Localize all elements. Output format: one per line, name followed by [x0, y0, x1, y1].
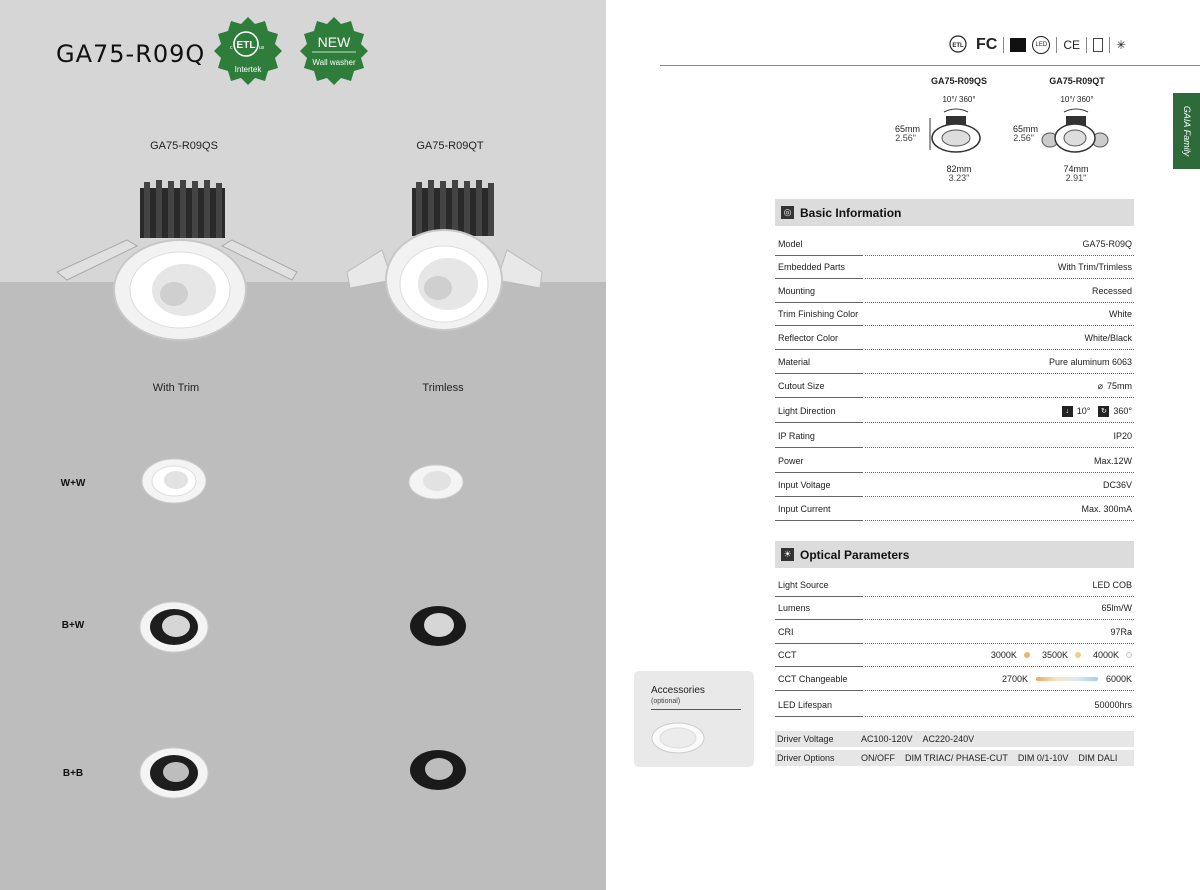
etl-mark: ETL	[236, 40, 256, 51]
info-icon: ◎	[781, 206, 794, 219]
spec-row-mounting: Mounting Recessed	[775, 279, 1134, 303]
spec-row-reflector-color: Reflector Color White/Black	[775, 326, 1134, 350]
etl-c-mark: c	[230, 45, 233, 51]
cct-4000k-swatch	[1126, 652, 1132, 658]
dim-qt-height-mm: 65mm	[1012, 124, 1038, 134]
accessories-subtitle: (optional)	[651, 698, 681, 705]
rotation-angle-icon: ↻	[1098, 406, 1109, 417]
tilt-angle-icon: ↓	[1062, 406, 1073, 417]
optical-parameters-header	[775, 541, 1134, 568]
spec-row-cct-changeable: CCT Changeable 2700K 6000K	[775, 667, 1134, 691]
accessory-trim-ring-image	[650, 721, 706, 755]
cct-gradient-bar	[1036, 677, 1098, 681]
spec-row-input-current: Input Current Max. 300mA	[775, 497, 1134, 521]
spec-row-ip-rating: IP Rating IP20	[775, 424, 1134, 448]
dim-qs-angle: 10°/ 360°	[942, 95, 976, 104]
dim-qs-width-in: 3.23"	[948, 173, 970, 183]
spec-row-light-source: Light Source LED COB	[775, 573, 1134, 597]
spec-row-power: Power Max.12W	[775, 449, 1134, 473]
bb-trimless-thumb	[408, 748, 468, 792]
spec-row-model: Model GA75-R09Q	[775, 232, 1134, 256]
finish-label-ww: W+W	[60, 478, 86, 489]
cutout-icon: ⌀	[1097, 380, 1103, 391]
new-label: NEW	[317, 34, 351, 50]
certifications-bar	[946, 30, 1126, 60]
dim-qs-width-mm: 82mm	[946, 164, 972, 174]
spec-row-input-voltage: Input Voltage DC36V	[775, 473, 1134, 497]
trimless-label: Trimless	[422, 382, 464, 394]
intertek-label: Intertek	[234, 65, 262, 74]
finish-label-bb: B+B	[62, 768, 84, 779]
spec-row-cri: CRI 97Ra	[775, 620, 1134, 644]
ce-icon: CE	[1063, 38, 1080, 52]
spec-row-cutout-size: Cutout Size ⌀ 75mm	[775, 374, 1134, 398]
wall-washer-label: Wall washer	[312, 58, 356, 67]
accessories-divider	[651, 709, 741, 710]
dim-qs-drawing	[928, 106, 984, 156]
dim-qt-height-in: 2.56"	[1013, 133, 1034, 143]
new-wall-washer-badge	[298, 15, 370, 87]
optical-parameters-title: Optical Parameters	[800, 547, 910, 562]
basic-information-header	[775, 199, 1134, 226]
model-qs-name: GA75-R09QS	[150, 140, 218, 152]
dim-qt-angle: 10°/ 360°	[1060, 95, 1094, 104]
ww-with-trim-thumb	[140, 458, 208, 504]
cct-3500k-swatch	[1075, 652, 1081, 658]
accessories-card	[634, 671, 754, 767]
bb-with-trim-thumb	[138, 746, 210, 800]
bw-with-trim-thumb	[138, 600, 210, 654]
family-side-tab: GAIA Family	[1173, 93, 1200, 169]
bug-icon: ✳	[1116, 38, 1127, 52]
page-title: GA75-R09Q	[56, 40, 206, 68]
spec-row-material: Material Pure aluminum 6063	[775, 350, 1134, 374]
model-qt-name: GA75-R09QT	[416, 140, 484, 152]
etl-certification-badge	[212, 15, 284, 87]
sun-icon: ☀	[781, 548, 794, 561]
finish-label-bw: B+W	[61, 620, 85, 631]
dim-qt-width-in: 2.91"	[1065, 173, 1087, 183]
etl-us-mark: us	[259, 45, 265, 51]
dim-qt-drawing	[1040, 106, 1110, 156]
spec-row-embedded-parts: Embedded Parts With Trim/Trimless	[775, 255, 1134, 279]
basic-information-title: Basic Information	[800, 205, 902, 220]
ww-trimless-thumb	[407, 463, 465, 501]
dim-qs-height-mm: 65mm	[894, 124, 920, 134]
driver-voltage-row: Driver Voltage AC100-120V AC220-240V	[775, 731, 1134, 747]
fcc-icon: FC	[976, 36, 998, 53]
trimless-product-image	[342, 180, 552, 340]
with-trim-product-image	[52, 180, 302, 350]
spec-row-lumens: Lumens 65lm/W	[775, 596, 1134, 620]
spec-row-trim-color: Trim Finishing Color White	[775, 302, 1134, 326]
spec-row-led-lifespan: LED Lifespan 50000hrs	[775, 693, 1134, 717]
dim-qs-height-in: 2.56"	[895, 133, 916, 143]
header-rule	[660, 65, 1200, 66]
accessories-title: Accessories	[651, 685, 705, 696]
cct-3000k-swatch	[1024, 652, 1030, 658]
svg-text:ETL: ETL	[952, 43, 964, 49]
with-trim-label: With Trim	[152, 382, 200, 394]
spec-row-light-direction: Light Direction ↓ 10° ↻ 360°	[775, 399, 1134, 423]
dim-qt-width-mm: 74mm	[1063, 164, 1089, 174]
etl-mini-icon	[946, 34, 970, 56]
bw-trimless-thumb	[408, 604, 468, 648]
dim-qs-name: GA75-R09QS	[930, 76, 988, 86]
dimmable-icon	[1010, 38, 1026, 52]
spec-row-cct: CCT 3000K 3500K 4000K	[775, 643, 1134, 667]
dim-qt-name: GA75-R09QT	[1049, 76, 1105, 86]
indoor-use-icon	[1093, 38, 1103, 52]
led-icon: LED	[1032, 36, 1050, 54]
driver-options-row: Driver Options ON/OFF DIM TRIAC/ PHASE-CUT DIM 0/1-10V DIM DALI	[775, 750, 1134, 766]
